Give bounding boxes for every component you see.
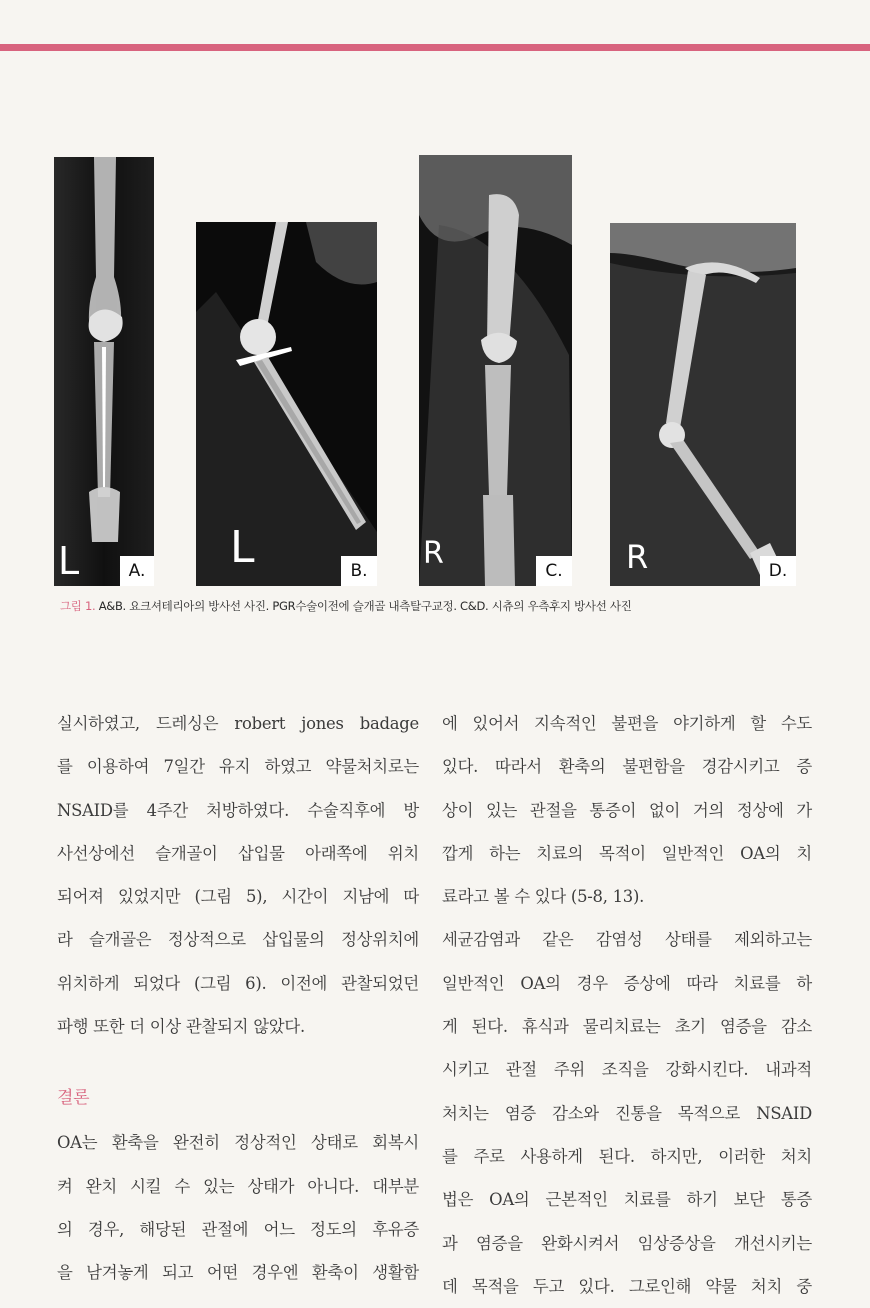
body-line: 의 경우, 해당된 관절에 어느 정도의 후유증: [57, 1219, 419, 1239]
body-line: 라 슬개골은 정상적으로 삽입물의 정상위치에: [57, 930, 419, 950]
body-line: 켜 완치 시킬 수 있는 상태가 아니다. 대부분: [57, 1176, 419, 1196]
body-line: 료라고 볼 수 있다 (5-8, 13).: [442, 887, 645, 907]
right-column: [442, 702, 812, 1308]
body-line: 상이 있는 관절을 통증이 없이 거의 정상에 가: [442, 800, 812, 820]
body-line: 에 있어서 지속적인 불편을 야기하게 할 수도: [442, 714, 812, 733]
top-accent-rule: [0, 44, 870, 51]
panel-label: B.: [341, 556, 377, 586]
body-line: 실시하였고, 드레싱은 robert jones badage: [57, 714, 419, 733]
left-column: [57, 702, 419, 1295]
body-line: 게 된다. 휴식과 물리치료는 초기 염증을 감소: [442, 1017, 812, 1037]
panel-label: A.: [120, 556, 154, 586]
panel-label: D.: [760, 556, 796, 586]
body-line: 사선상에선 슬개골이 삽입물 아래쪽에 위치: [57, 843, 419, 863]
body-line: 을 남겨놓게 되고 어떤 경우엔 환축이 생활함: [57, 1263, 419, 1283]
side-marker: R: [626, 538, 649, 576]
xray-panel-c: [419, 155, 572, 586]
side-marker: L: [230, 522, 255, 573]
body-line: 있다. 따라서 환축의 불편함을 경감시키고 증: [442, 757, 812, 777]
body-line: 를 주로 사용하게 된다. 하지만, 이러한 처치: [442, 1146, 812, 1166]
body-line: 처치는 염증 감소와 진통을 목적으로 NSAID: [442, 1103, 812, 1123]
body-line: 파행 또한 더 이상 관찰되지 않았다.: [57, 1017, 305, 1037]
side-marker: R: [423, 536, 444, 571]
body-line: 일반적인 OA의 경우 증상에 따라 치료를 하: [442, 973, 812, 993]
body-line: 되어져 있었지만 (그림 5), 시간이 지남에 따: [57, 887, 419, 907]
body-line: 위치하게 되었다 (그림 6). 이전에 관찰되었던: [57, 973, 419, 993]
xray-image-a: [54, 157, 154, 586]
xray-panel-b: [196, 222, 377, 586]
xray-image-c: [419, 155, 572, 586]
panel-label: C.: [536, 556, 572, 586]
section-gap: [57, 1048, 419, 1075]
body-line: 를 이용하여 7일간 유지 하였고 약물처치로는: [57, 757, 419, 777]
figure-caption: [60, 598, 840, 614]
xray-panel-d: [610, 223, 796, 586]
body-line: 시키고 관절 주위 조직을 강화시킨다. 내과적: [442, 1060, 812, 1080]
caption-label: 그림 1.: [60, 599, 96, 613]
body-line: 데 목적을 두고 있다. 그로인해 약물 처치 중: [442, 1276, 812, 1296]
xray-image-d: [610, 223, 796, 586]
side-marker: L: [58, 539, 80, 583]
body-line: 세균감염과 같은 감염성 상태를 제외하고는: [442, 930, 812, 950]
xray-image-b: [196, 222, 377, 586]
body-line: 깝게 하는 치료의 목적이 일반적인 OA의 치: [442, 843, 812, 863]
body-line: 법은 OA의 근본적인 치료를 하기 보단 통증: [442, 1190, 812, 1210]
section-heading: 결론: [57, 1088, 90, 1109]
caption-text: A&B. 요크셔테리아의 방사선 사진. PGR수술이전에 슬개골 내측탈구교정. C&D. 시츄의 우측후지 방사선 사진: [95, 599, 632, 613]
body-line: 과 염증을 완화시켜서 임상증상을 개선시키는: [442, 1233, 812, 1253]
body-line: OA는 환축을 완전히 정상적인 상태로 회복시: [57, 1133, 419, 1153]
xray-panel-a: [54, 157, 154, 586]
body-line: NSAID를 4주간 처방하였다. 수술직후에 방: [57, 800, 419, 820]
